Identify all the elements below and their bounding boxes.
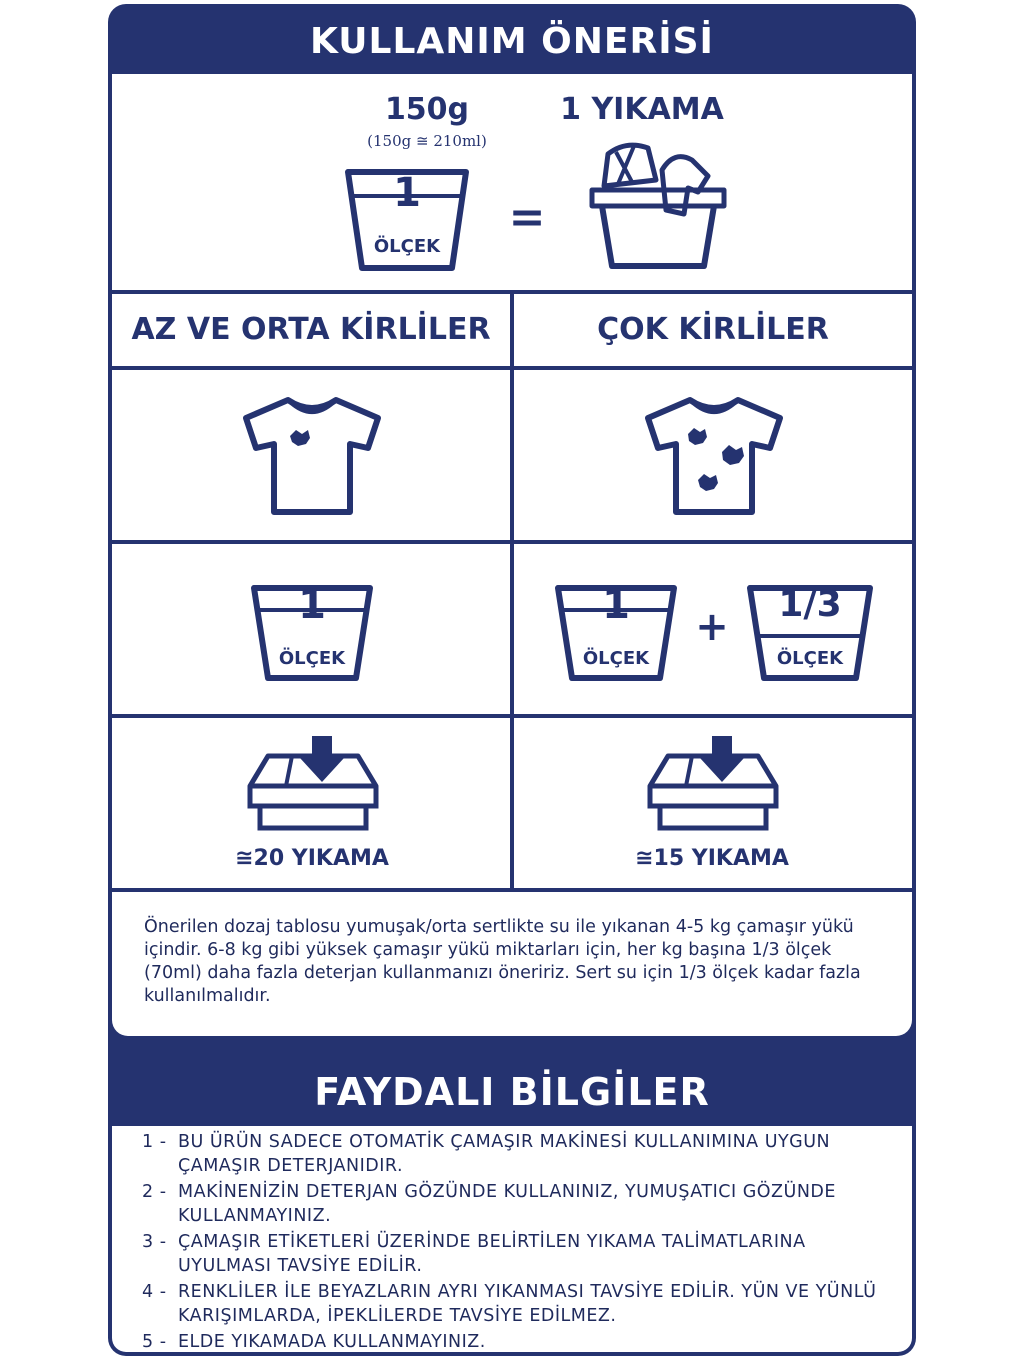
list-item: 5 - ELDE YIKAMADA KULLANMAYINIZ. (142, 1332, 486, 1352)
dose-amount: 150g (384, 92, 470, 127)
cup-number: 1 (393, 170, 421, 216)
dose-equivalent: (150g ≅ 210ml) (367, 132, 487, 150)
heavy-cup-number: 1 (602, 582, 630, 628)
wash-label: 1 YIKAMA (560, 92, 724, 127)
list-item: 4 - RENKLİLER İLE BEYAZLARIN AYRI YIKANMASI TAVSİYE EDİLİR. YÜN VE YÜNLÜ KARIŞIMLARDA, İPEKLİLERDE TAVSİYE EDİLMEZ. (142, 1282, 877, 1326)
column-divider (510, 292, 514, 892)
heavy-wash-count: ≅15 YIKAMA (635, 846, 789, 871)
light-cup-unit: ÖLÇEK (278, 648, 346, 669)
plus-sign: + (695, 604, 729, 650)
dosage-note: Önerilen dozaj tablosu yumuşak/orta sertlikte su ile yıkanan 4-5 kg çamaşır yükü içindir. 6-8 kg gibi yüksek çamaşır yükü miktarları için, her kg başına 1/3 ölçek (70ml) daha fazla deterjan kullanmanızı öneririz. Sert su için 1/3 ölçek kadar fazla kullanılmalıdır. (144, 917, 861, 1006)
cup-unit: ÖLÇEK (373, 236, 441, 257)
usage-title: KULLANIM ÖNERİSİ (310, 21, 714, 62)
list-item: 3 - ÇAMAŞIR ETİKETLERİ ÜZERİNDE BELİRTİLEN YIKAMA TALİMATLARINA UYULMASI TAVSİYE EDİLİR. (142, 1232, 806, 1276)
equals-sign: = (508, 192, 546, 243)
list-item: 1 - BU ÜRÜN SADECE OTOMATİK ÇAMAŞIR MAKİNESİ KULLANIMINA UYGUN ÇAMAŞIR DETERJANIDIR. (142, 1132, 831, 1176)
info-panel (112, 1126, 912, 1352)
heavy-soil-title: ÇOK KİRLİLER (597, 312, 829, 347)
light-wash-count: ≅20 YIKAMA (235, 846, 389, 871)
extra-cup-unit: ÖLÇEK (776, 648, 844, 669)
info-title: FAYDALI BİLGİLER (314, 1070, 710, 1114)
usage-card (108, 4, 916, 1356)
detergent-drawer-icon (246, 736, 380, 834)
detergent-drawer-icon (646, 736, 780, 834)
light-soil-title: AZ VE ORTA KİRLİLER (131, 312, 491, 347)
info-list (142, 1130, 902, 1356)
lightly-stained-tshirt-icon (240, 394, 384, 518)
extra-cup-number: 1/3 (778, 584, 842, 625)
heavy-cup-unit: ÖLÇEK (582, 648, 650, 669)
heavily-stained-tshirt-icon (642, 394, 786, 518)
laundry-basket-icon (588, 136, 728, 272)
light-cup-number: 1 (298, 582, 326, 628)
list-item: 2 - MAKİNENİZİN DETERJAN GÖZÜNDE KULLANINIZ, YUMUŞATICI GÖZÜNDE KULLANMAYINIZ. (142, 1182, 836, 1226)
usage-panel (112, 74, 912, 1036)
